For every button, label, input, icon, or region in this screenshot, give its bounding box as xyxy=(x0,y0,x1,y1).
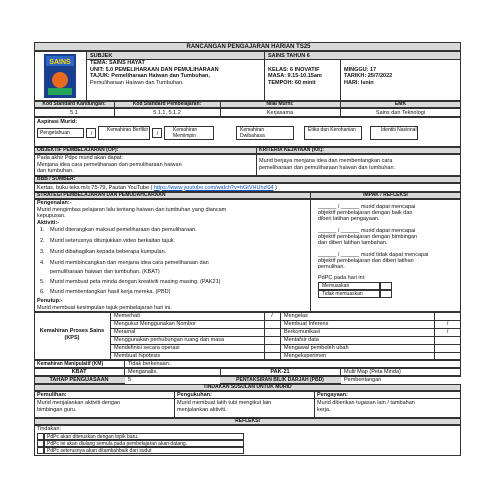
kps-meramal: Meramal xyxy=(114,329,136,335)
kps-label-abbr: (KPS) xyxy=(64,335,80,341)
page-title: RANCANGAN PENGAJARAN HARIAN TS25 xyxy=(186,44,311,50)
aktiviti-n-5: 5. xyxy=(40,279,45,285)
aktiviti-item-5: Murid membuat peta minda dengan kreativiti masing masing. (PAK21) xyxy=(50,279,221,285)
aktiviti-item-4-cont: pemuliharaan haiwan dan tumbuhan. (KBAT) xyxy=(50,269,160,275)
aspirasi-check-2: / xyxy=(152,128,162,138)
tahap-label: TAHAP PENGUASAAN xyxy=(49,377,109,383)
impak-r2-line-1: ______ / ______ murid dapat mencapai xyxy=(318,228,416,234)
km-value: Tidak berkenaan. xyxy=(128,361,171,367)
aktiviti-item-4: Murid membincangkan dan menjana idea cara pemeliharaan dan xyxy=(50,260,209,266)
impak-r3-line-1: ______ / ______ murid tidak dapat mencapai xyxy=(318,252,429,258)
refleksi-checkbox-1[interactable] xyxy=(37,433,44,440)
refleksi-item-2: PdPc ini akan diulang semula pada pembelajaran akan datang. xyxy=(47,440,188,447)
nilai: Kerjasama xyxy=(266,110,294,116)
impak-r1-line-1: ______ / ______ murid dapat mencapai xyxy=(318,204,416,210)
tajuk-cont: Pemuliharaan Haiwan dan Tumbuhan. xyxy=(90,79,184,86)
refleksi-checkbox-2[interactable] xyxy=(37,440,44,447)
aktiviti-n-3: 3. xyxy=(40,249,45,255)
bbb-label: BBB / SUMBER: xyxy=(37,176,76,182)
aspirasi-check-1: / xyxy=(86,128,96,138)
memuaskan-checkbox[interactable] xyxy=(380,282,392,290)
tarikh: TARIKH: 25/7/2022 xyxy=(344,73,393,79)
kps-right-mark-2: / xyxy=(446,321,449,327)
refleksi-label: REFLEKSI xyxy=(235,418,260,424)
title-bar xyxy=(34,42,461,51)
aspirasi-label: Aspirasi Murid: xyxy=(37,118,78,125)
bbb-text: Kertas, buku teks m/s 75-79, Pautan YouTube ( https://www.youtube.com/watch?v=hGtVHUhzl04 ) xyxy=(37,184,277,191)
tahap-value: 5 xyxy=(128,377,132,383)
youtube-link[interactable]: https://www.youtube.com/watch?v=hGtVHUhzl04 xyxy=(153,184,274,191)
aktiviti-item-3: Murid dibahagikan kepada beberapa kumpulan. xyxy=(50,249,167,255)
kbat-label: KBAT xyxy=(71,369,87,375)
susulan-label: TINDAKAN SUSULAN UNTUK MURID xyxy=(203,384,292,390)
tajuk: TAJUK: Pemeliharaan Haiwan dan Tumbuhan, xyxy=(90,73,210,79)
aktiviti-item-1: Murid diterangkan maksud pemeliharaan dan pemuliharaan. xyxy=(50,227,197,233)
subjek-value: SAINS TAHUN 6 xyxy=(268,52,310,59)
aktiviti-item-6: Murid membentangkan hasil kerja mereka. (PBD) xyxy=(50,289,171,295)
lesson-plan-sheet xyxy=(34,42,461,456)
refleksi-item-3: PdPc seterusnya akan ditambahbaik dari sudut xyxy=(47,447,152,454)
kriteria-label: KRITERIA KEJAYAAN (KK): xyxy=(259,147,325,153)
objektif-line-1: Pada akhir Pdpc murid akan dapat: xyxy=(37,155,123,161)
aspirasi-dwibahasa-box: Kemahiran Dwibahasa xyxy=(236,126,294,140)
aktiviti-n-4: 4. xyxy=(40,260,45,266)
aspirasi-pengetahuan-box: Pengetahuan xyxy=(37,128,84,138)
textbook-cover-icon xyxy=(44,54,76,98)
kriteria-line-1: Murid berjaya menjana idea dan membentangkan cara xyxy=(259,158,393,164)
aktiviti-n-6: 6. xyxy=(40,289,45,295)
impak-label: IMPAK / REFLEKSI xyxy=(363,192,408,198)
penutup-label: Penutup:- xyxy=(37,298,63,304)
kbat-value: Menganalis. xyxy=(128,369,158,375)
pemulihan-line-2: bimbingan guru. xyxy=(37,407,77,413)
impak-r3-line-2: objektif pembelajaran dan diberi latihan xyxy=(318,258,414,264)
kps-mengelas: Mengelas xyxy=(284,313,308,319)
pengenalan-label: Pengenalan:- xyxy=(37,200,72,206)
pengukuhan-line-1: Murid membuat latih tubi mengikut lain xyxy=(177,400,272,406)
pbd-label: PENTAKSIRAN BILIK DARJAH (PBD) xyxy=(236,376,324,383)
objektif-label: OBJEKTIF PEMBELAJARAN (OP): xyxy=(37,147,119,153)
impak-r2-line-2: objektif pembelajaran dengan bimbingan xyxy=(318,234,418,240)
impak-r1-line-2: objektif pembelajaran dengan baik dan xyxy=(318,210,413,216)
kod-sk-label: Kod Standard Kandungan: xyxy=(42,101,106,107)
objektif-line-3: dan tumbuhan. xyxy=(37,168,74,174)
minggu: MINGGU: 17 xyxy=(344,66,377,73)
strategi-label: STRATEGI PEMBELAJARAN DAN PEMUDAHCARAAN xyxy=(37,192,166,198)
pengayaan-line-1: Murid diberikan tugasan lain / tambahan xyxy=(317,400,415,406)
impak-r2-line-3: dan diberi latihan tambahan. xyxy=(318,240,388,246)
penutup-text: Murid membuat kesimpulan tajuk pembelajaran hari ini. xyxy=(37,304,172,311)
kps-hipotesis: Membuat hipotesis xyxy=(114,353,161,359)
pdpc-label: PdPC pada hari ini: xyxy=(318,275,366,281)
kps-label: Kemahiran Proses Sains xyxy=(39,328,105,334)
aktiviti-item-2: Murid seterusnya ditunjukkan video berkaitan tajuk. xyxy=(50,238,176,244)
kod-sk: 5.1 xyxy=(70,110,78,116)
kps-berkomunikasi: Berkomunikasi xyxy=(284,329,321,335)
km-label: Kemahiran Manipulatif (KM) xyxy=(37,360,104,367)
pemulihan-line-1: Murid menjalankan aktiviti dengan xyxy=(37,400,121,406)
pengukuhan-label: Pengukuhan: xyxy=(177,392,212,398)
kps-pemboleh-ubah: Mengawal pemboleh ubah xyxy=(284,345,349,351)
impak-r1-line-3: diberi latihan pengayaan. xyxy=(318,216,380,222)
aspirasi-etika-box: Etika dan Kerohanian xyxy=(304,126,362,140)
pak21-value: Multi Map (Peta Minda) xyxy=(344,369,401,375)
tidak-memuaskan-checkbox[interactable] xyxy=(380,290,392,298)
kps-eksperimen: Mengeksperimen xyxy=(284,353,327,359)
aspirasi-berfikir-box: Kemahiran Berfikir xyxy=(98,126,150,140)
pengenalan-line-1: Murid mengimbas pelajaran lalu tentang haiwan dan tumbuhan yang diancam xyxy=(37,206,227,213)
kps-left-mark-1: / xyxy=(271,313,273,319)
kriteria-line-2: pemeliharaan dan pemuliharaan haiwan dan tumbuhan. xyxy=(259,164,396,171)
impak-r3-line-3: pemulihan. xyxy=(318,264,345,270)
emk-label: EMK xyxy=(394,101,407,107)
aspirasi-identiti-box: Identiti Nasional xyxy=(370,126,418,140)
tidak-memuaskan-option[interactable]: Tidak memuaskan xyxy=(318,290,380,298)
aktiviti-n-1: 1. xyxy=(40,227,45,233)
pengukuhan-line-2: menjalankan aktiviti. xyxy=(177,407,227,413)
masa: MASA: 9.15-10.15am xyxy=(268,73,322,79)
aktiviti-label: Aktiviti:- xyxy=(37,220,59,226)
emk: Sains dan Teknologi xyxy=(375,110,426,116)
pemulihan-label: Pemulihan: xyxy=(37,392,67,398)
unit: UNIT: 5.0 PEMELIHARAAN DAN PEMULIHARAAN xyxy=(90,66,219,73)
aktiviti-n-2: 2. xyxy=(40,238,45,244)
kod-sp-label: Kod Standard Pembelajaran: xyxy=(132,101,202,107)
pbd-value: Pembentangan xyxy=(344,377,382,383)
kps-mengukur: Mengukur Menggunakan Nombor xyxy=(114,321,196,327)
kps-tafsir: Mentafsir data xyxy=(284,337,319,343)
kelas: KELAS: 6 INOVATIF xyxy=(268,66,320,73)
nilai-label: Nilai Murni: xyxy=(266,101,294,107)
kps-inferens: Membuat Inferens xyxy=(284,321,329,327)
tema: TEMA: SAINS HAYAT xyxy=(90,60,145,66)
kps-mendefinisi: Mendefinisi secara operasi xyxy=(114,345,180,351)
pengayaan-label: Pengayaan: xyxy=(317,392,348,398)
memuaskan-option[interactable]: Memuaskan xyxy=(318,282,380,290)
pak21-label: PAK-21 xyxy=(270,369,290,375)
refleksi-item-1: PdPc akan diteruskan dengan topik baru. xyxy=(47,433,139,440)
hari: HARI: Isnin xyxy=(344,79,374,86)
pengenalan-line-2: kepupusan. xyxy=(37,213,66,219)
svg-text:SAINS: SAINS xyxy=(49,59,71,66)
kps-ruang-masa: Menggunakan perhubungan ruang dan masa xyxy=(114,337,225,343)
kod-sp: 5.1.1, 5.1.2 xyxy=(153,110,181,116)
subjek-label: SUBJEK xyxy=(90,52,113,59)
aspirasi-memimpin-box: Kemahiran Memimpin xyxy=(164,126,214,140)
refleksi-checkbox-3[interactable] xyxy=(37,447,44,454)
kps-memerhati: Memerhati xyxy=(114,313,140,319)
objektif-line-2: Menjana idea cara pemeliharaan dan pemuliharaan haiwan xyxy=(37,161,182,168)
tempoh: TEMPOH: 60 minit xyxy=(268,79,316,86)
pengayaan-line-2: kerja. xyxy=(317,407,331,413)
tindakan-label: Tindakan: xyxy=(37,426,61,432)
kps-right-mark-3: / xyxy=(446,329,449,335)
